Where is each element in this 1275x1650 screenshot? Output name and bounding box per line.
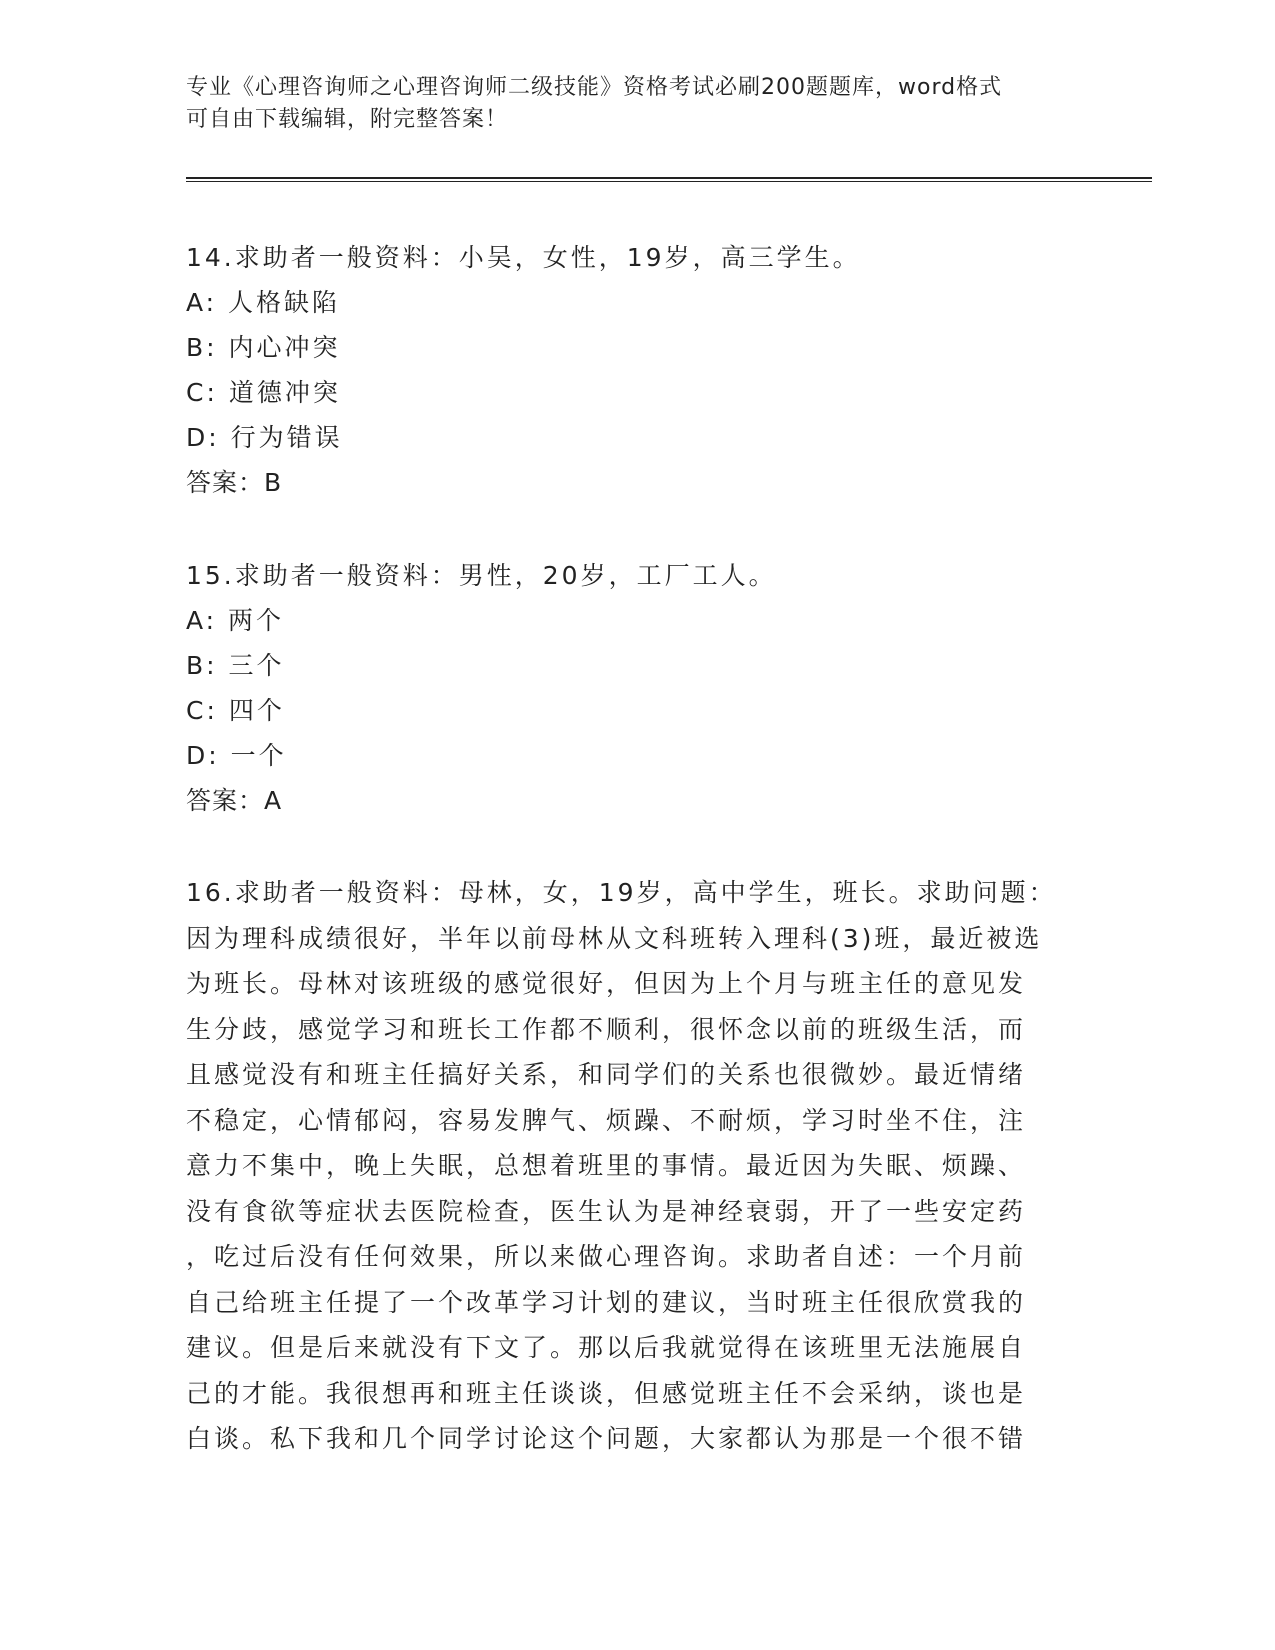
question-16: [186, 870, 1086, 1462]
question-16-body: [186, 870, 1066, 1462]
paragraph-line: 己的才能。我很想再和班主任谈谈，但感觉班主任不会采纳，谈也是: [186, 1378, 1027, 1408]
paragraph-line: 建议。但是后来就没有下文了。那以后我就觉得在该班里无法施展自: [186, 1333, 1027, 1362]
option-d: D: 一个: [186, 741, 287, 770]
question-14: [186, 235, 1086, 505]
question-stem: 15.求助者一般资料：男性，20岁，工厂工人。: [186, 561, 777, 590]
paragraph-line: ，吃过后没有任何效果，所以来做心理咨询。求助者自述：一个月前: [186, 1242, 1027, 1271]
paragraph-line: 因为理科成绩很好，半年以前母林从文科班转入理科(3)班，最近被选: [186, 923, 1043, 953]
paragraph-line: 白谈。私下我和几个同学讨论这个问题，大家都认为那是一个很不错: [186, 1424, 1027, 1453]
option-c: C: 四个: [186, 696, 285, 725]
paragraph-line: 没有食欲等症状去医院检查，医生认为是神经衰弱，开了一些安定药: [186, 1196, 1027, 1226]
paragraph-line: 自己给班主任提了一个改革学习计划的建议，当时班主任很欣赏我的: [186, 1287, 1027, 1317]
paragraph-line: 生分歧，感觉学习和班长工作都不顺利，很怀念以前的班级生活，而: [186, 1014, 1027, 1044]
document-header: [186, 72, 1066, 136]
answer: 答案：B: [186, 468, 283, 497]
answer: 答案：A: [186, 786, 283, 815]
paragraph-line: 为班长。母林对该班级的感觉很好，但因为上个月与班主任的意见发: [186, 969, 1027, 998]
option-b: B: 三个: [186, 651, 285, 680]
option-b: B: 内心冲突: [186, 333, 341, 362]
question-stem: 14.求助者一般资料：小吴，女性，19岁，高三学生。: [186, 243, 861, 272]
header-title-line-2: 可自由下载编辑，附完整答案！: [186, 107, 509, 132]
option-c: C: 道德冲突: [186, 378, 341, 407]
option-a: A: 人格缺陷: [186, 288, 341, 317]
question-15: [186, 553, 1086, 823]
option-a: A: 两个: [186, 606, 285, 635]
header-divider: [186, 177, 1152, 182]
option-d: D: 行为错误: [186, 423, 343, 452]
paragraph-line: 16.求助者一般资料：母林，女，19岁，高中学生，班长。求助问题：: [186, 878, 1057, 907]
header-title-line-1: 专业《心理咨询师之心理咨询师二级技能》资格考试必刷200题题库，word格式: [186, 75, 1003, 100]
paragraph-line: 意力不集中，晚上失眠，总想着班里的事情。最近因为失眠、烦躁、: [186, 1151, 1027, 1180]
paragraph-line: 不稳定，心情郁闷，容易发脾气、烦躁、不耐烦，学习时坐不住，注: [186, 1105, 1027, 1135]
paragraph-line: 且感觉没有和班主任搞好关系，和同学们的关系也很微妙。最近情绪: [186, 1060, 1027, 1089]
